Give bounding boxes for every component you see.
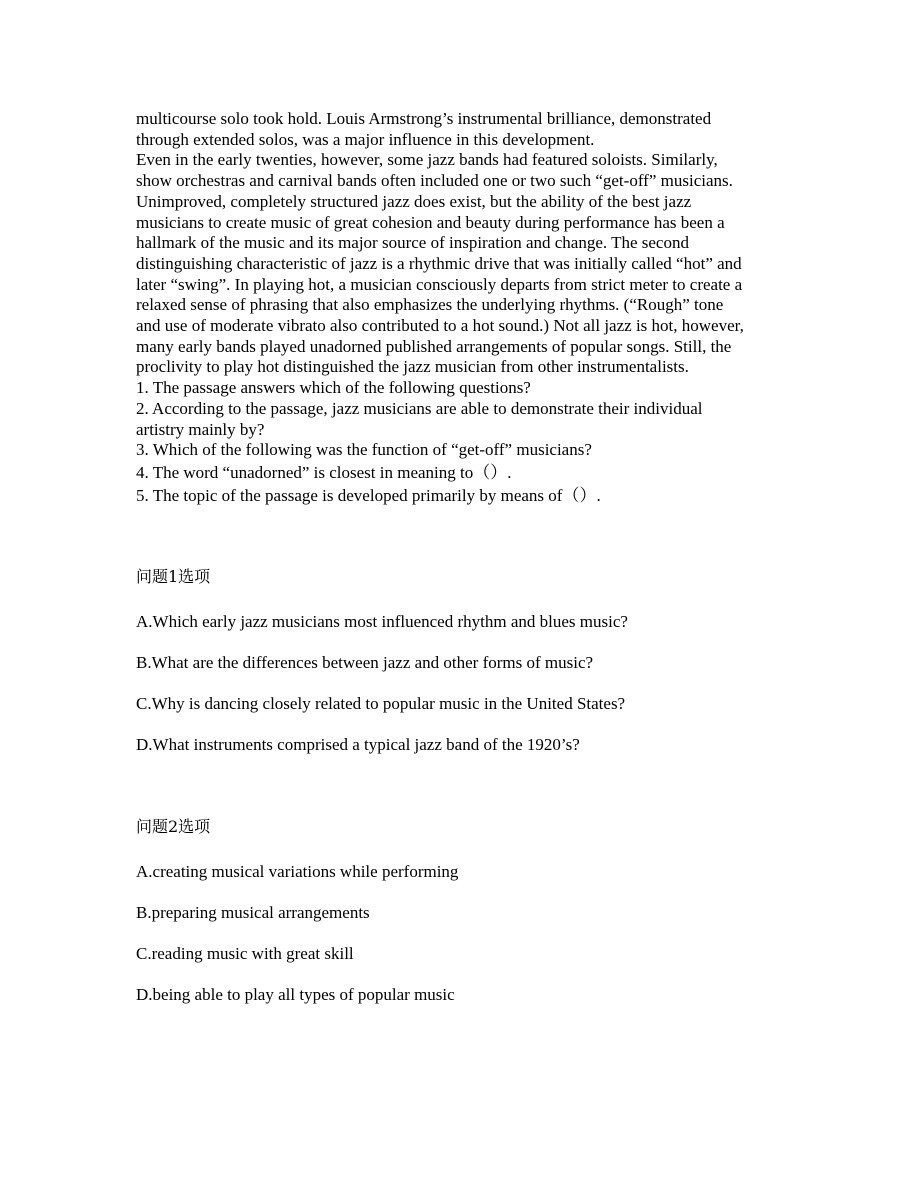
option-a: A.Which early jazz musicians most influenced rhythm and blues music? xyxy=(136,611,628,631)
question-1: 1. The passage answers which of the following questions? xyxy=(136,378,531,398)
question-5: 5. The topic of the passage is developed primarily by means of（）. xyxy=(136,485,601,505)
option-b: B.preparing musical arrangements xyxy=(136,902,370,922)
option-b: B.What are the differences between jazz and other forms of music? xyxy=(136,652,594,672)
option-c: C.Why is dancing closely related to popular music in the United States? xyxy=(136,693,626,713)
passage-line: proclivity to play hot distinguished the jazz musician from other instrumentalists. xyxy=(136,357,689,377)
option-d: D.being able to play all types of popular music xyxy=(136,984,455,1004)
passage-line: Even in the early twenties, however, some jazz bands had featured soloists. Similarly, xyxy=(136,150,718,170)
passage-line: Unimproved, completely structured jazz does exist, but the ability of the best jazz xyxy=(136,191,692,211)
passage-line: multicourse solo took hold. Louis Armstrong’s instrumental brilliance, demonstrated xyxy=(136,109,712,128)
question-2: 2. According to the passage, jazz musicians are able to demonstrate their individual xyxy=(136,398,703,418)
option-d: D.What instruments comprised a typical jazz band of the 1920’s? xyxy=(136,734,580,754)
passage-line: many early bands played unadorned published arrangements of popular songs. Still, the xyxy=(136,336,732,356)
question-3: 3. Which of the following was the function of “get-off” musicians? xyxy=(136,440,592,460)
passage-line: later “swing”. In playing hot, a musician consciously departs from strict meter to create a xyxy=(136,274,743,294)
passage-line: and use of moderate vibrato also contributed to a hot sound.) Not all jazz is hot, however, xyxy=(136,316,744,336)
question-2-continued: artistry mainly by? xyxy=(136,419,265,439)
passage-line: relaxed sense of phrasing that also emphasizes the underlying rhythms. (“Rough” tone xyxy=(136,295,724,315)
option-group-1 xyxy=(136,567,796,755)
question-list xyxy=(136,378,796,507)
option-group-title: 问题1选项 xyxy=(136,566,211,586)
passage-line: through extended solos, was a major influence in this development. xyxy=(136,129,595,149)
document-page xyxy=(136,109,796,1005)
option-c: C.reading music with great skill xyxy=(136,943,354,963)
option-a: A.creating musical variations while performing xyxy=(136,861,459,881)
passage-text xyxy=(136,109,796,378)
question-4: 4. The word “unadorned” is closest in meaning to（）. xyxy=(136,462,512,482)
passage-line: musicians to create music of great cohesion and beauty during performance has been a xyxy=(136,212,725,232)
passage-line: distinguishing characteristic of jazz is a rhythmic drive that was initially called “hot” and xyxy=(136,253,742,273)
passage-line: show orchestras and carnival bands often included one or two such “get-off” musicians. xyxy=(136,171,733,191)
passage-line: hallmark of the music and its major source of inspiration and change. The second xyxy=(136,233,689,253)
option-group-title: 问题2选项 xyxy=(136,816,211,836)
option-group-2 xyxy=(136,817,796,1005)
